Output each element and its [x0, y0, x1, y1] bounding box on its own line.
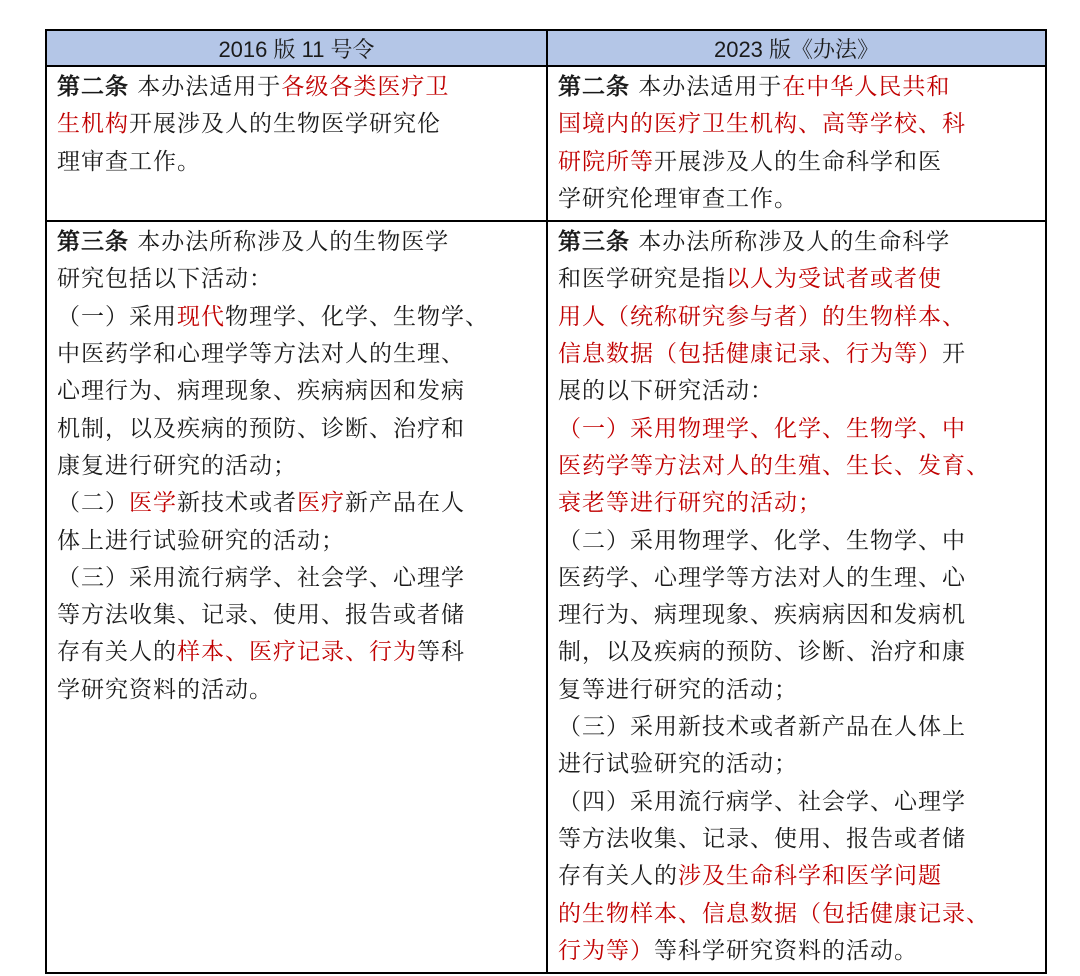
text-line	[558, 597, 1035, 634]
text-line	[558, 373, 1035, 410]
highlighted-text: 以人为受试者或者使	[726, 266, 942, 293]
text-segment: 理审查工作。	[57, 148, 201, 175]
text-line	[558, 933, 1035, 970]
text-segment: 制，以及疾病的预防、诊断、治疗和康	[558, 639, 966, 666]
text-line	[558, 709, 1035, 746]
text-segment: 等方法收集、记录、使用、报告或者储	[57, 602, 465, 629]
cell-2016-article-2	[46, 66, 547, 221]
text-line	[558, 672, 1035, 709]
text-segment: 研究包括以下活动：	[57, 266, 273, 293]
text-segment: 学研究伦理审查工作。	[558, 185, 798, 212]
highlighted-text: 国境内的医疗卫生机构、高等学校、科	[558, 111, 966, 138]
article-number: 第二条	[558, 73, 630, 100]
highlighted-text: 医疗	[297, 490, 345, 517]
text-line	[57, 144, 536, 181]
text-line	[558, 261, 1035, 298]
text-segment: 等方法收集、记录、使用、报告或者储	[558, 825, 966, 852]
highlighted-text: 的生物样本、信息数据（包括健康记录、	[558, 900, 990, 927]
text-line	[57, 261, 536, 298]
text-line	[57, 411, 536, 448]
text-line	[57, 485, 536, 522]
text-line	[57, 336, 536, 373]
highlighted-text: 现代	[177, 303, 225, 330]
text-line	[57, 448, 536, 485]
text-segment: 开展涉及人的生命科学和医	[654, 148, 942, 175]
text-segment: （二）采用物理学、化学、生物学、中	[558, 527, 966, 554]
text-line	[558, 223, 1035, 261]
header-row	[46, 30, 1046, 66]
text-line	[558, 181, 1035, 218]
highlighted-text: 生机构	[57, 111, 129, 138]
text-line	[57, 634, 536, 671]
text-segment: （四）采用流行病学、社会学、心理学	[558, 788, 966, 815]
text-line	[558, 144, 1035, 181]
cell-2023-article-3	[547, 221, 1046, 973]
text-line	[558, 746, 1035, 783]
article-3-2023-text	[558, 222, 1035, 972]
highlighted-text: （一）采用物理学、化学、生物学、中	[558, 415, 966, 442]
cell-2016-article-3	[46, 221, 547, 973]
text-segment: 等科	[417, 639, 465, 666]
text-line	[558, 336, 1035, 373]
text-line	[57, 597, 536, 634]
text-segment: 机制，以及疾病的预防、诊断、治疗和	[57, 415, 465, 442]
text-segment: 中医药学和心理学等方法对人的生理、	[57, 341, 465, 368]
text-line	[558, 448, 1035, 485]
highlighted-text: 在中华人民共和	[782, 74, 951, 100]
text-segment: 存有关人的	[558, 863, 678, 890]
highlighted-text: 医学	[129, 490, 177, 517]
text-segment: 理行为、病理现象、疾病病因和发病机	[558, 602, 966, 629]
article-number: 第二条	[57, 73, 129, 100]
text-segment: 和医学研究是指	[558, 266, 726, 293]
text-segment: 等科学研究资料的活动。	[654, 937, 918, 964]
text-line	[57, 523, 536, 560]
text-line	[558, 858, 1035, 895]
highlighted-text: 信息数据（包括健康记录、行为等）	[558, 341, 942, 368]
highlighted-text: 各级各类医疗卫	[281, 74, 450, 100]
text-line	[558, 560, 1035, 597]
text-segment: （三）采用流行病学、社会学、心理学	[57, 564, 465, 591]
text-segment: （二）	[57, 490, 129, 517]
text-line	[558, 896, 1035, 933]
header-2016: 2016 版 11 号令	[46, 30, 547, 66]
text-segment: （一）采用	[57, 303, 177, 330]
article-number: 第三条	[558, 228, 630, 256]
highlighted-text: 用人（统称研究参与者）的生物样本、	[558, 303, 966, 330]
text-segment: 物理学、化学、生物学、	[225, 303, 489, 330]
text-line	[558, 523, 1035, 560]
header-2023: 2023 版《办法》	[547, 30, 1046, 66]
text-line	[57, 299, 536, 336]
text-segment: 存有关人的	[57, 639, 177, 666]
highlighted-text: 研院所等	[558, 148, 654, 175]
text-line	[558, 106, 1035, 143]
text-segment: 进行试验研究的活动；	[558, 751, 798, 778]
article-number: 第三条	[57, 228, 129, 256]
text-segment: 展的以下研究活动：	[558, 378, 774, 405]
text-segment: 医药学、心理学等方法对人的生理、心	[558, 564, 966, 591]
text-segment: 复等进行研究的活动；	[558, 676, 798, 703]
text-segment: 本办法所称涉及人的生命科学	[630, 229, 951, 256]
text-segment: 新产品在人	[345, 490, 465, 517]
text-line	[558, 68, 1035, 106]
row-article-3	[46, 221, 1046, 973]
highlighted-text: 医药学等方法对人的生殖、生长、发育、	[558, 452, 990, 479]
text-segment: 本办法所称涉及人的生物医学	[129, 229, 450, 256]
highlighted-text: 涉及生命科学和医学问题	[678, 863, 942, 890]
text-segment: 康复进行研究的活动；	[57, 452, 297, 479]
text-segment: 学研究资料的活动。	[57, 676, 273, 703]
text-segment: 心理行为、病理现象、疾病病因和发病	[57, 378, 465, 405]
highlighted-text: 样本、医疗记录、行为	[177, 639, 417, 666]
row-article-2	[46, 66, 1046, 221]
text-segment: 本办法适用于	[129, 74, 282, 100]
text-line	[57, 373, 536, 410]
text-segment: （三）采用新技术或者新产品在人体上	[558, 714, 966, 741]
article-2-2023-text	[558, 67, 1035, 220]
text-line	[57, 68, 536, 106]
cell-2023-article-2	[547, 66, 1046, 221]
text-line	[57, 560, 536, 597]
text-segment: 新技术或者	[177, 490, 297, 517]
article-3-2016-text	[57, 222, 536, 711]
text-segment: 开展涉及人的生物医学研究伦	[129, 111, 441, 138]
text-segment: 开	[942, 341, 966, 368]
text-line	[558, 411, 1035, 448]
text-line	[558, 784, 1035, 821]
text-line	[57, 223, 536, 261]
text-line	[57, 672, 536, 709]
text-segment: 体上进行试验研究的活动；	[57, 527, 345, 554]
highlighted-text: 行为等）	[558, 937, 654, 964]
text-line	[558, 485, 1035, 522]
comparison-table	[45, 29, 1047, 974]
text-line	[57, 106, 536, 143]
text-line	[558, 634, 1035, 671]
highlighted-text: 衰老等进行研究的活动；	[558, 490, 822, 517]
text-line	[558, 299, 1035, 336]
text-segment: 本办法适用于	[630, 74, 783, 100]
text-line	[558, 821, 1035, 858]
article-2-2016-text	[57, 67, 536, 183]
